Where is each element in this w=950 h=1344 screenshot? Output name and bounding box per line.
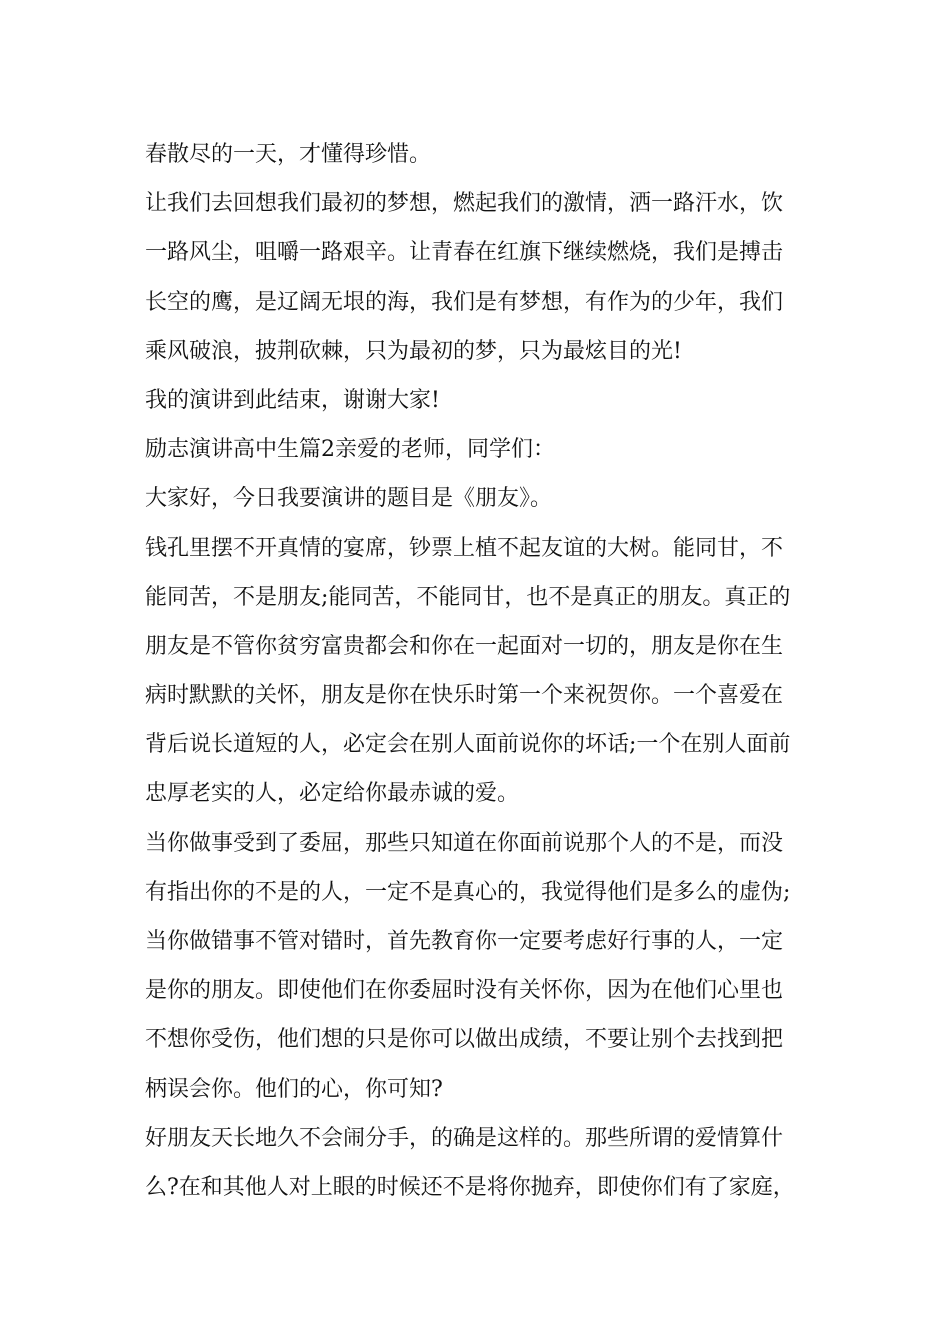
document-body <box>145 130 807 1212</box>
text-line: 好朋友天长地久不会闹分手，的确是这样的。那些所谓的爱情算什 <box>145 1125 784 1151</box>
text-line: 大家好，今日我要演讲的题目是《朋友》。 <box>145 486 553 512</box>
text-line: 让我们去回想我们最初的梦想，燃起我们的激情，洒一路汗水，饮 <box>145 191 784 217</box>
text-line: 当你做事受到了委屈，那些只知道在你面前说那个人的不是，而没 <box>145 830 784 856</box>
text-line: 朋友是不管你贫穷富贵都会和你在一起面对一切的，朋友是你在生 <box>145 633 784 659</box>
text-line: 么?在和其他人对上眼的时候还不是将你抛弃，即使你们有了家庭， <box>145 1174 795 1200</box>
text-line: 不想你受伤，他们想的只是你可以做出成绩，不要让别个去找到把 <box>145 1027 784 1053</box>
text-line: 钱孔里摆不开真情的宴席，钞票上植不起友谊的大树。能同甘，不 <box>145 535 784 561</box>
text-line: 当你做错事不管对错时，首先教育你一定要考虑好行事的人，一定 <box>145 929 784 954</box>
text-line: 乘风破浪，披荆砍棘，只为最初的梦，只为最炫目的光! <box>145 338 682 364</box>
text-line: 忠厚老实的人，必定给你最赤诚的爱。 <box>145 781 520 807</box>
text-line: 有指出你的不是的人，一定不是真心的，我觉得他们是多么的虚伪; <box>145 879 791 905</box>
text-line: 春散尽的一天，才懂得珍惜。 <box>145 142 432 167</box>
text-line: 我的演讲到此结束，谢谢大家! <box>145 387 440 413</box>
text-line: 一路风尘，咀嚼一路艰辛。让青春在红旗下继续燃烧，我们是搏击 <box>145 240 784 266</box>
text-line: 柄误会你。他们的心，你可知? <box>145 1076 443 1102</box>
text-line: 背后说长道短的人，必定会在别人面前说你的坏话;一个在别人面前 <box>145 732 791 758</box>
text-line: 是你的朋友。即使他们在你委屈时没有关怀你，因为在他们心里也 <box>145 978 784 1004</box>
text-line: 能同苦，不是朋友;能同苦，不能同甘，也不是真正的朋友。真正的 <box>145 584 791 610</box>
text-line: 长空的鹰，是辽阔无垠的海，我们是有梦想，有作为的少年，我们 <box>145 289 784 315</box>
text-line: 励志演讲高中生篇2亲爱的老师，同学们： <box>145 437 555 463</box>
text-line: 病时默默的关怀，朋友是你在快乐时第一个来祝贺你。一个喜爱在 <box>145 683 784 709</box>
